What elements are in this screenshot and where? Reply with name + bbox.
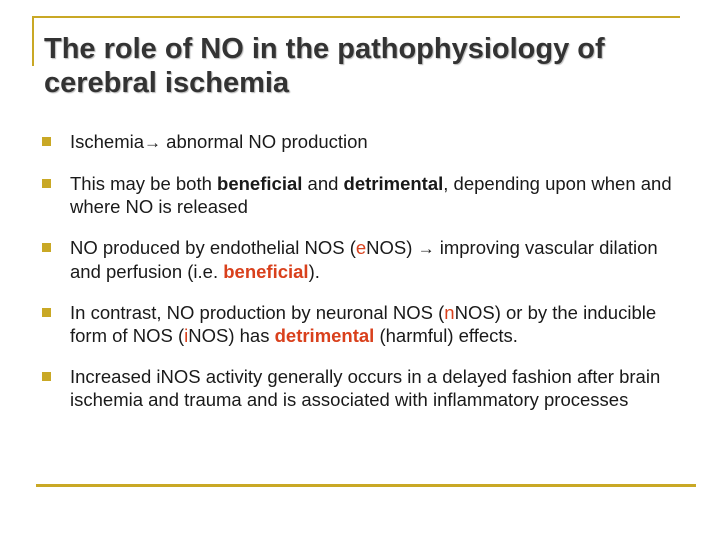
bullet-text: i [184,325,189,346]
bullet-item [40,236,680,283]
square-bullet-icon [42,372,51,381]
bullet-text: abnormal NO production [161,131,368,152]
bullet-text: beneficial [223,261,309,282]
title-frame-left-line [32,16,34,66]
bullet-item [40,365,680,411]
bullet-text: ). [308,261,320,282]
bullet-item [40,172,680,218]
bullet-text: Increased iNOS activity generally occurs in a delayed fashion after brain ischemia and trauma and is associated with inflammatory processes [70,366,661,410]
bullet-text: detrimental [343,173,444,194]
bullet-text: detrimental [274,325,375,346]
title-frame-top-line [32,16,680,18]
bullet-list [40,130,680,429]
bullet-text: NOS [454,302,495,323]
arrow-right-icon: → [144,133,162,152]
slide-title: The role of NO in the pathophysiology of cerebral ischemia [44,33,605,99]
bullet-text: NOS [188,325,229,346]
bullet-text: ) has [228,325,275,346]
bullet-text: NO produced by endothelial NOS ( [70,237,356,258]
bullet-text: , depending upon when and where NO is released [70,173,672,217]
bullet-text: Ischemia [70,131,145,152]
bullet-text: n [444,302,455,323]
bullet-text: NOS [366,237,407,258]
bottom-divider [36,484,696,487]
square-bullet-icon [42,308,51,317]
bullet-item [40,301,680,347]
bullet-text: and [302,173,344,194]
bullet-text: This may be both [70,173,218,194]
bullet-text: ) or by the inducible form of NOS ( [70,302,657,346]
square-bullet-icon [42,137,51,146]
bullet-text: (harmful) effects. [374,325,518,346]
square-bullet-icon [42,243,51,252]
arrow-right-icon: → [417,239,435,258]
bullet-text: e [355,237,367,258]
bullet-text: In contrast, NO production by neuronal NOS ( [70,302,445,323]
bullet-text: beneficial [217,173,303,194]
square-bullet-icon [42,179,51,188]
bullet-text: improving vascular dilation and perfusion (i.e. [70,237,658,282]
bullet-text: ) [406,237,418,258]
bullet-item [40,130,680,154]
